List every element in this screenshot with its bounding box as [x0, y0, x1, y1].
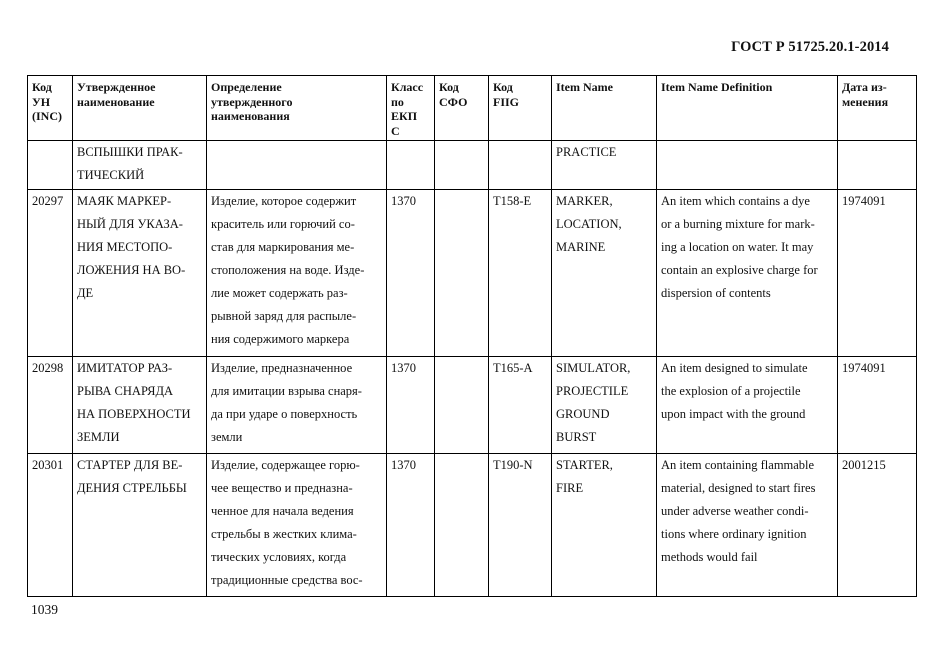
cell-item-name: SIMULATOR, PROJECTILE GROUND BURST	[552, 357, 657, 454]
header-code-inc: Код УН (INC)	[28, 76, 73, 141]
cell-definition	[207, 141, 387, 190]
cell-code: 20301	[28, 454, 73, 597]
header-approved-definition: Определение утвержденного наименования	[207, 76, 387, 141]
cell-item-definition: An item containing flammable material, designed to start fires under adverse weather condi- tions where ordinary ignition methods would fail	[657, 454, 838, 597]
cell-approved-name: МАЯК МАРКЕР- НЫЙ ДЛЯ УКАЗА- НИЯ МЕСТОПО- ЛОЖЕНИЯ НА ВО- ДЕ	[73, 190, 207, 357]
cell-sfo	[435, 190, 489, 357]
table-row	[28, 454, 917, 597]
cell-approved-name: ВСПЫШКИ ПРАК- ТИЧЕСКИЙ	[73, 141, 207, 190]
table-row	[28, 190, 917, 357]
cell-code: 20298	[28, 357, 73, 454]
cell-date	[838, 141, 917, 190]
cell-definition: Изделие, содержащее горю- чее вещество и предназна- ченное для начала ведения стрельбы в жестких клима- тических условиях, когда традиционные средства вос-	[207, 454, 387, 597]
header-code-sfo: Код СФО	[435, 76, 489, 141]
cell-fiig: T165-A	[489, 357, 552, 454]
cell-class: 1370	[387, 190, 435, 357]
header-class-ekps: Класс по ЕКП С	[387, 76, 435, 141]
cell-code	[28, 141, 73, 190]
cell-item-name: STARTER, FIRE	[552, 454, 657, 597]
cell-sfo	[435, 141, 489, 190]
header-approved-name: Утвержденное наименование	[73, 76, 207, 141]
cell-item-definition	[657, 141, 838, 190]
cell-sfo	[435, 454, 489, 597]
cell-sfo	[435, 357, 489, 454]
header-item-name-definition: Item Name Definition	[657, 76, 838, 141]
cell-fiig: T190-N	[489, 454, 552, 597]
cell-fiig: T158-E	[489, 190, 552, 357]
cell-date: 1974091	[838, 190, 917, 357]
table-row	[28, 357, 917, 454]
cell-approved-name: ИМИТАТОР РАЗ- РЫВА СНАРЯДА НА ПОВЕРХНОСТИ ЗЕМЛИ	[73, 357, 207, 454]
cell-definition: Изделие, которое содержит краситель или горючий со- став для маркирования ме- стоположения на воде. Изде- лие может содержать раз- рывной заряд для распыле- ния содержимого маркера	[207, 190, 387, 357]
cell-definition: Изделие, предназначенное для имитации взрыва снаря- да при ударе о поверхность земли	[207, 357, 387, 454]
table-header-row	[28, 76, 917, 141]
cell-class: 1370	[387, 357, 435, 454]
page-number: 1039	[31, 602, 58, 617]
table-row	[28, 141, 917, 190]
cell-class: 1370	[387, 454, 435, 597]
cell-date: 2001215	[838, 454, 917, 597]
cell-item-name: PRACTICE	[552, 141, 657, 190]
cell-code: 20297	[28, 190, 73, 357]
header-code-fiig: Код FIIG	[489, 76, 552, 141]
cell-date: 1974091	[838, 357, 917, 454]
cell-item-definition: An item which contains a dye or a burning mixture for mark- ing a location on water. It may contain an explosive charge for dispersion of contents	[657, 190, 838, 357]
cell-approved-name: СТАРТЕР ДЛЯ ВЕ- ДЕНИЯ СТРЕЛЬБЫ	[73, 454, 207, 597]
cell-fiig	[489, 141, 552, 190]
header-item-name: Item Name	[552, 76, 657, 141]
catalog-table	[27, 75, 917, 597]
header-change-date: Дата из- менения	[838, 76, 917, 141]
document-standard-header: ГОСТ Р 51725.20.1-2014	[731, 39, 889, 55]
cell-item-name: MARKER, LOCATION, MARINE	[552, 190, 657, 357]
cell-class	[387, 141, 435, 190]
cell-item-definition: An item designed to simulate the explosion of a projectile upon impact with the ground	[657, 357, 838, 454]
